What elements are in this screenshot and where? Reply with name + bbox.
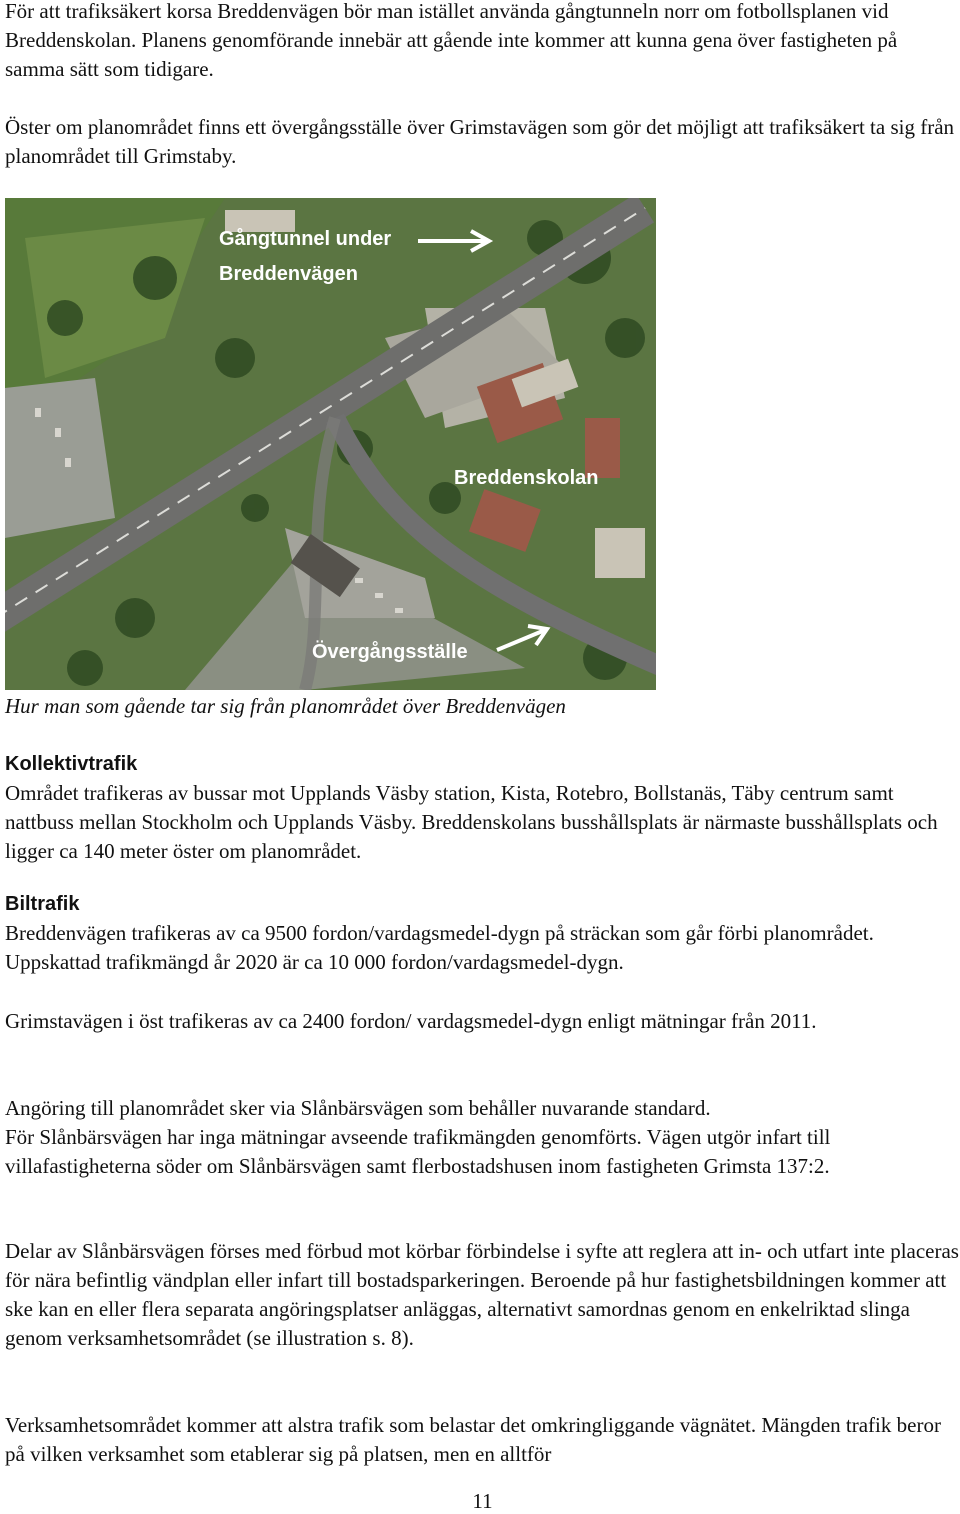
- map-label-tunnel-line2: Breddenvägen: [219, 263, 358, 285]
- map-label-tunnel-line1: Gångtunnel under: [219, 228, 392, 250]
- intro-paragraph-1: För att trafiksäkert korsa Breddenvägen bör man istället använda gångtunneln norr om fotbollsplanen vid Breddenskolan. Planens genomförande innebär att gående inte kommer att kunna gena över fastigheten på samma sätt som tidigare.: [5, 0, 898, 81]
- biltrafik-paragraph-2: Grimstavägen i öst trafikeras av ca 2400 fordon/ vardagsmedel-dygn enligt mätningar från 2011.: [5, 1009, 817, 1033]
- intro-paragraph-2: Öster om planområdet finns ett övergångsställe över Grimstavägen som gör det möjligt att trafiksäkert ta sig från planområdet till Grimstaby.: [5, 115, 955, 168]
- biltrafik-paragraph-1: Breddenvägen trafikeras av ca 9500 fordon/vardagsmedel-dygn på sträckan som går förbi planområdet. Uppskattad trafikmängd år 2020 är ca 10 000 fordon/vardagsmedel-dygn.: [5, 921, 874, 974]
- figure-caption: Hur man som gående tar sig från planområdet över Breddenvägen: [5, 694, 566, 718]
- kollektivtrafik-paragraph: Området trafikeras av bussar mot Upplands Väsby station, Kista, Rotebro, Bollstanäs, Täby centrum samt nattbuss mellan Stockholm och Upplands Väsby. Breddenskolans busshållsplats är närmaste busshållsplats och ligger ca 140 meter öster om planområdet.: [5, 781, 938, 863]
- page-number: 11: [472, 1489, 493, 1513]
- biltrafik-paragraph-5: Verksamhetsområdet kommer att alstra trafik som belastar det omkringliggande vägnätet. Mängden trafik beror på vilken verksamhet som etablerar sig på platsen, men en alltför: [5, 1413, 941, 1466]
- heading-kollektivtrafik: Kollektivtrafik: [5, 753, 138, 775]
- aerial-map-image: [5, 198, 656, 690]
- map-label-school: Breddenskolan: [454, 467, 599, 489]
- biltrafik-paragraph-3a: Angöring till planområdet sker via Slånbärsvägen som behåller nuvarande standard.: [5, 1096, 711, 1120]
- biltrafik-paragraph-4: Delar av Slånbärsvägen förses med förbud mot körbar förbindelse i syfte att reglera att in- och utfart inte placeras för nära befintlig vändplan eller infart till bostadsparkeringen. Beroende på hur fastighetsbildningen kommer att ske kan en eller flera separata angöringsplatser anläggas, alternativt samordnas genom en enkelriktad slinga genom verksamhetsområdet (se illustration s. 8).: [5, 1239, 959, 1350]
- biltrafik-paragraph-3b: För Slånbärsvägen har inga mätningar avseende trafikmängden genomförts. Vägen utgör infart till villafastigheterna söder om Slånbärsvägen samt flerbostadshusen inom fastigheten Grimsta 137:2.: [5, 1125, 831, 1178]
- map-label-crossing: Övergångsställe: [312, 641, 468, 663]
- heading-biltrafik: Biltrafik: [5, 893, 80, 915]
